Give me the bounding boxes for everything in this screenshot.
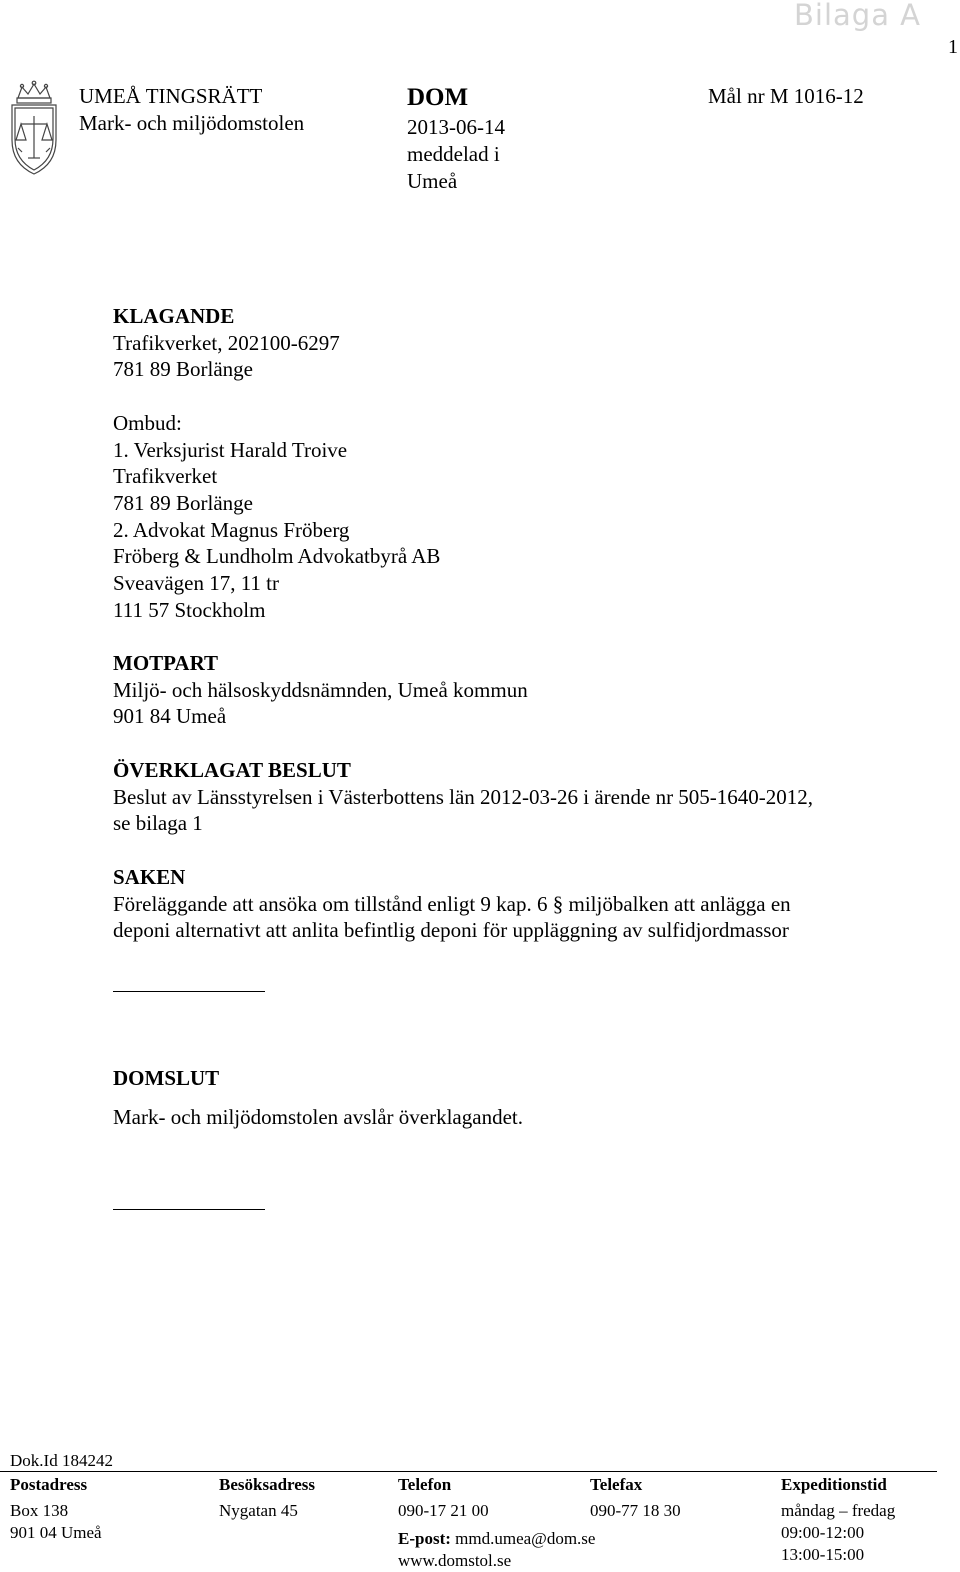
overklagat-heading: ÖVERKLAGAT BESLUT	[113, 758, 351, 782]
postadress-label: Postadress	[10, 1475, 88, 1494]
court-division: Mark- och miljödomstolen	[79, 111, 305, 135]
overklagat-line: Beslut av Länsstyrelsen i Västerbottens län 2012-03-26 i ärende nr 505-1640-2012,	[113, 784, 814, 809]
document-type: DOM	[407, 84, 469, 111]
ombud-heading: Ombud:	[113, 411, 182, 435]
postadress-line: Box 138	[10, 1501, 69, 1520]
page-number: 1	[948, 36, 958, 58]
klagande-line: Trafikverket, 202100-6297	[113, 330, 340, 355]
ombud-line: Fröberg & Lundholm Advokatbyrå AB	[113, 544, 441, 569]
telefax-number: 090-77 18 30	[590, 1501, 681, 1520]
ombud-line: 111 57 Stockholm	[113, 597, 266, 622]
coat-of-arms-emblem	[4, 78, 64, 178]
motpart-line: Miljö- och hälsoskyddsnämnden, Umeå kommun	[113, 677, 528, 702]
footer-rule	[0, 1471, 937, 1472]
domslut-text: Mark- och miljödomstolen avslår överklagandet.	[113, 1105, 523, 1129]
telefax-label: Telefax	[590, 1475, 643, 1494]
ombud-line: Trafikverket	[113, 464, 218, 489]
besoksadress-label: Besöksadress	[219, 1475, 316, 1494]
domslut-heading: DOMSLUT	[113, 1066, 220, 1090]
overklagat-line: se bilaga 1	[113, 811, 203, 836]
klagande-section	[113, 303, 340, 383]
ombud-line: Sveavägen 17, 11 tr	[113, 571, 280, 596]
saken-heading: SAKEN	[113, 865, 186, 889]
document-place: Umeå	[407, 169, 458, 193]
ombud-line: 781 89 Borlänge	[113, 491, 253, 516]
court-name: UMEÅ TINGSRÄTT	[79, 84, 263, 108]
expeditionstid-days: måndag – fredag	[781, 1501, 896, 1520]
ombud-line: 1. Verksjurist Harald Troive	[113, 437, 348, 462]
telefon-label: Telefon	[398, 1475, 452, 1494]
saken-line: Föreläggande att ansöka om tillstånd enligt 9 kap. 6 § miljöbalken att anlägga en	[113, 891, 791, 916]
email-row	[398, 1528, 595, 1550]
telefon-number: 090-17 21 00	[398, 1501, 489, 1520]
motpart-line: 901 84 Umeå	[113, 704, 227, 729]
overklagat-section	[113, 757, 813, 837]
website-link[interactable]: www.domstol.se	[398, 1551, 512, 1570]
expeditionstid-label: Expeditionstid	[781, 1475, 887, 1494]
bilaga-watermark: Bilaga A	[794, 0, 922, 32]
email-link[interactable]: mmd.umea@dom.se	[455, 1529, 596, 1548]
document-issued: meddelad i	[407, 142, 500, 166]
ombud-line: 2. Advokat Magnus Fröberg	[113, 517, 350, 542]
saken-section	[113, 864, 791, 944]
ombud-section	[113, 410, 440, 624]
expeditionstid-afternoon: 13:00-15:00	[781, 1545, 865, 1564]
separator-line	[113, 991, 265, 992]
separator-line	[113, 1209, 265, 1210]
document-date: 2013-06-14	[407, 115, 505, 139]
dok-id: Dok.Id 184242	[10, 1451, 113, 1470]
postadress-line: 901 04 Umeå	[10, 1523, 102, 1542]
saken-line: deponi alternativt att anlita befintlig deponi för uppläggning av sulfidjordmassor	[113, 918, 789, 943]
motpart-section	[113, 650, 528, 730]
besoksadress-line: Nygatan 45	[219, 1501, 298, 1520]
expeditionstid-morning: 09:00-12:00	[781, 1523, 865, 1542]
klagande-line: 781 89 Borlänge	[113, 357, 253, 382]
motpart-heading: MOTPART	[113, 651, 219, 675]
klagande-heading: KLAGANDE	[113, 304, 235, 328]
case-number: Mål nr M 1016-12	[708, 84, 864, 108]
email-label: E-post:	[398, 1529, 451, 1548]
